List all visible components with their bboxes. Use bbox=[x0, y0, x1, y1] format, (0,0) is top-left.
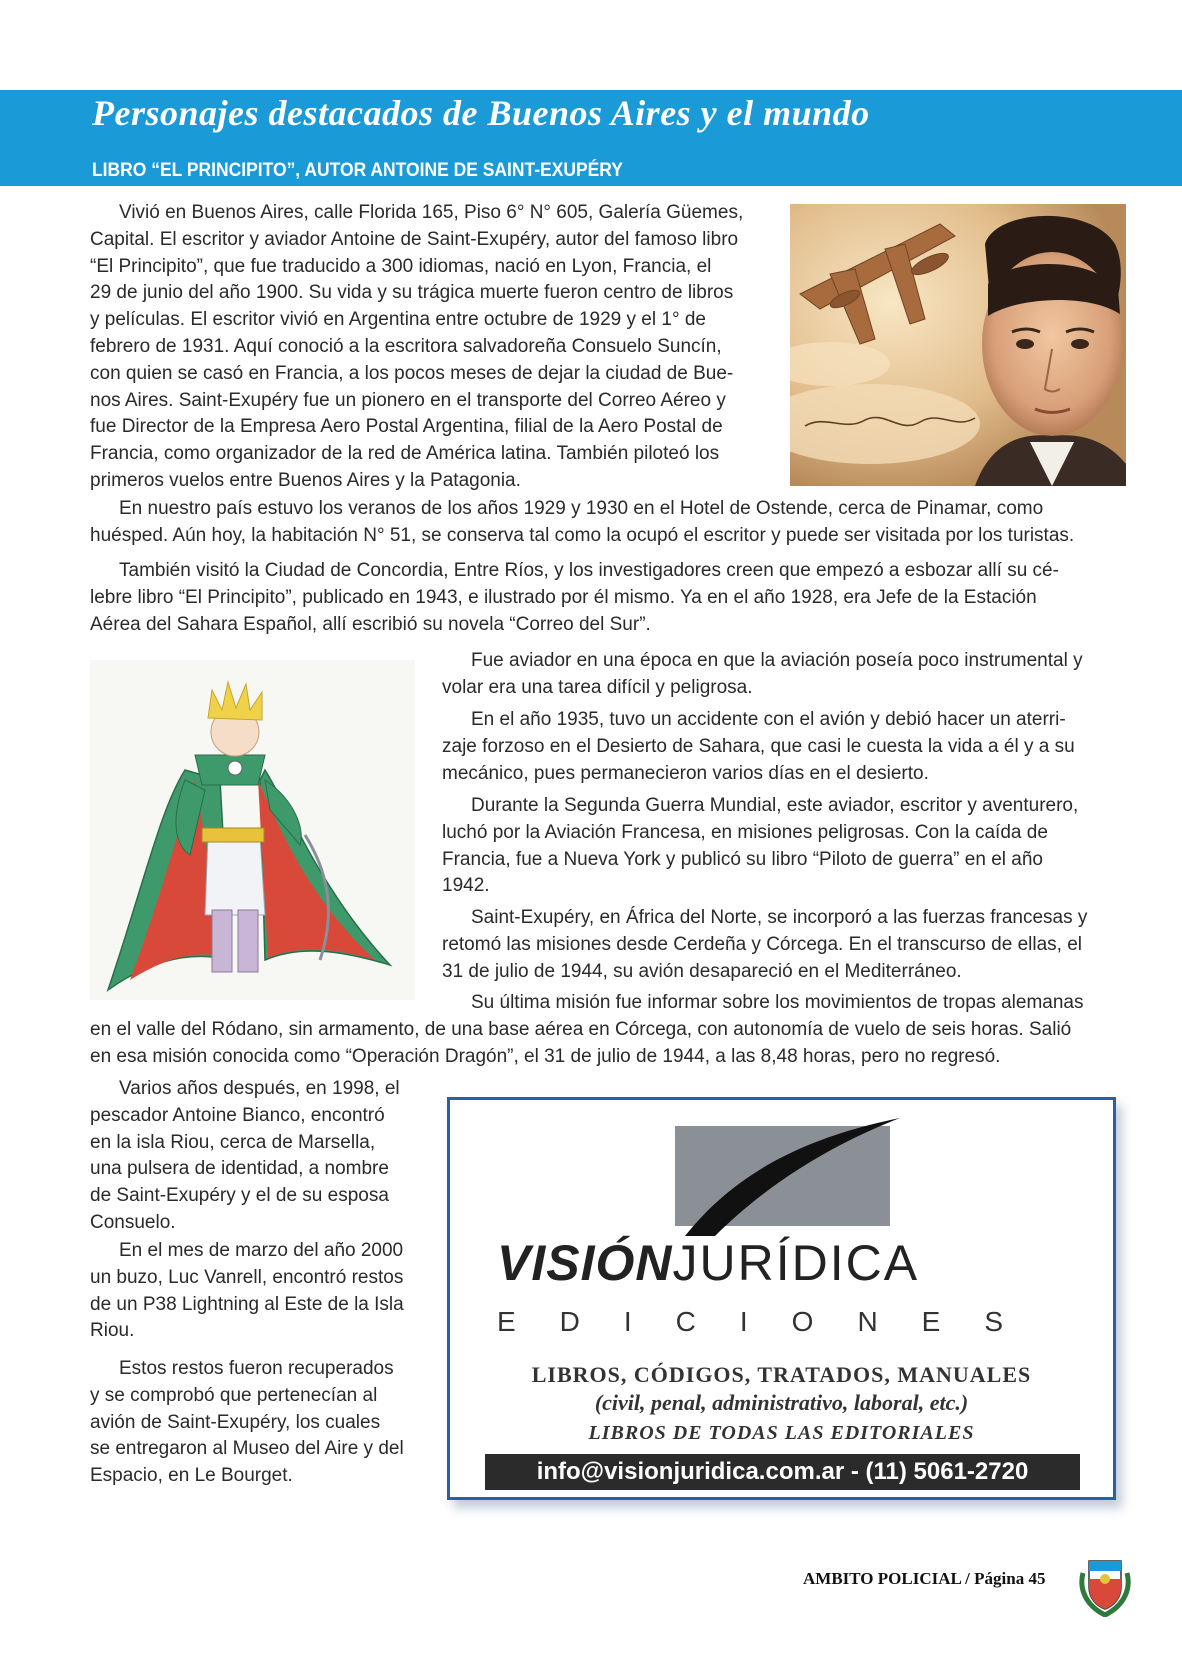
paragraph-4 bbox=[442, 648, 1127, 702]
text-line: Aérea del Sahara Español, allí escribió su novela “Correo del Sur”. bbox=[90, 613, 651, 635]
text-line: lebre libro “El Principito”, publicado en 1943, e ilustrado por él mismo. Ya en el año 1928, era Jefe de la Estación bbox=[90, 586, 1037, 608]
paragraph-8 bbox=[90, 990, 1127, 1070]
text-line: Su última misión fue informar sobre los movimientos de tropas alemanas bbox=[471, 992, 1084, 1013]
text-line: En nuestro país estuvo los veranos de los años 1929 y 1930 en el Hotel de Ostende, cerca de Pinamar, como bbox=[119, 498, 1044, 519]
text-line: nos Aires. Saint-Exupéry fue un pionero en el transporte del Correo Aéreo y bbox=[90, 389, 726, 411]
text-line: en esa misión conocida como “Operación Dragón”, el 31 de julio de 1944, a las 8,48 horas, pero no regresó. bbox=[90, 1045, 1001, 1067]
vision-juridica-ad[interactable] bbox=[447, 1097, 1116, 1500]
paragraph-11 bbox=[90, 1356, 418, 1490]
text-line: En el año 1935, tuvo un accidente con el avión y debió hacer un aterri- bbox=[471, 709, 1066, 730]
paragraph-3 bbox=[90, 558, 1127, 638]
text-line: retomó las misiones desde Cerdeña y Córcega. En el transcurso de ellas, el bbox=[442, 933, 1082, 955]
paragraph-7 bbox=[442, 905, 1127, 985]
text-line: Durante la Segunda Guerra Mundial, este aviador, escritor y aventurero, bbox=[471, 795, 1079, 816]
ad-brand bbox=[497, 1234, 919, 1292]
text-line: Francia, fue a Nueva York y publicó su libro “Piloto de guerra” en el año bbox=[442, 848, 1043, 870]
portrait-illustration bbox=[790, 204, 1126, 486]
text-line: primeros vuelos entre Buenos Aires y la Patagonia. bbox=[90, 469, 521, 491]
text-line: y se comprobó que pertenecían al bbox=[90, 1384, 378, 1406]
text-line: de un P38 Lightning al Este de la Isla bbox=[90, 1293, 404, 1315]
paragraph-6 bbox=[442, 793, 1127, 900]
brand-bold: VISIÓN bbox=[497, 1235, 673, 1291]
little-prince-drawing bbox=[90, 660, 415, 1000]
text-line: Francia, como organizador de la red de América latina. También piloteó los bbox=[90, 443, 720, 465]
text-line: 29 de junio del año 1900. Su vida y su trágica muerte fueron centro de libros bbox=[90, 282, 734, 304]
logo-mark-icon bbox=[485, 1106, 1065, 1236]
text-line: También visitó la Ciudad de Concordia, Entre Ríos, y los investigadores creen que empezó a esbozar allí su cé- bbox=[119, 560, 1059, 581]
page-footer: AMBITO POLICIAL / Página 45 bbox=[803, 1569, 1046, 1588]
text-line: Estos restos fueron recuperados bbox=[119, 1358, 394, 1379]
text-line: zaje forzoso en el Desierto de Sahara, que casi le cuesta la vida a él y a su bbox=[442, 735, 1075, 757]
text-line: Capital. El escritor y aviador Antoine de Saint-Exupéry, autor del famoso libro bbox=[90, 228, 739, 250]
text-line: fue Director de la Empresa Aero Postal Argentina, filial de la Aero Postal de bbox=[90, 416, 723, 438]
text-line: un buzo, Luc Vanrell, encontró restos bbox=[90, 1266, 404, 1288]
text-line: con quien se casó en Francia, a los pocos meses de dejar la ciudad de Bue- bbox=[90, 362, 734, 384]
paragraph-1 bbox=[90, 200, 772, 495]
saint-exupery-portrait-photo bbox=[790, 204, 1126, 486]
text-line: mecánico, pues permanecieron varios días en el desierto. bbox=[442, 762, 929, 784]
text-line: “El Principito”, que fue traducido a 300 idiomas, nació en Lyon, Francia, el bbox=[90, 255, 712, 277]
text-line: en el valle del Ródano, sin armamento, de una base aérea en Córcega, con autonomía de vuelo de seis horas. Salió bbox=[90, 1018, 1072, 1040]
paragraph-9 bbox=[90, 1076, 418, 1237]
text-line: Saint-Exupéry, en África del Norte, se incorporó a las fuerzas francesas y bbox=[471, 907, 1088, 928]
ad-ediciones: EDICIONES bbox=[497, 1306, 1048, 1337]
text-line: una pulsera de identidad, a nombre bbox=[90, 1158, 389, 1180]
text-line: en la isla Riou, cerca de Marsella, bbox=[90, 1131, 376, 1153]
ad-logo bbox=[485, 1106, 1065, 1344]
ad-line-2: (civil, penal, administrativo, laboral, etc.) bbox=[594, 1390, 969, 1415]
text-line: 1942. bbox=[442, 875, 490, 897]
text-line: pescador Antoine Bianco, encontró bbox=[90, 1104, 385, 1126]
text-line: huésped. Aún hoy, la habitación N° 51, se conserva tal como la ocupó el escritor y puede ser visitada por los turistas. bbox=[90, 524, 1075, 546]
ad-line-3: LIBROS DE TODAS LAS EDITORIALES bbox=[588, 1422, 975, 1444]
text-line: Riou. bbox=[90, 1320, 135, 1342]
text-line: Vivió en Buenos Aires, calle Florida 165, Piso 6° N° 605, Galería Güemes, bbox=[119, 202, 744, 223]
text-line: Varios años después, en 1998, el bbox=[119, 1078, 400, 1099]
brand-light: JURÍDICA bbox=[672, 1235, 920, 1291]
text-line: Espacio, en Le Bourget. bbox=[90, 1465, 293, 1487]
text-line: Fue aviador en una época en que la aviación poseía poco instrumental y bbox=[471, 650, 1083, 671]
article-subtitle: LIBRO “EL PRINCIPITO”, AUTOR ANTOINE DE SAINT-EXUPÉRY bbox=[92, 160, 623, 181]
text-line: En el mes de marzo del año 2000 bbox=[119, 1240, 404, 1261]
text-line: y películas. El escritor vivió en Argentina entre octubre de 1929 y el 1° de bbox=[90, 309, 706, 331]
text-line: febrero de 1931. Aquí conoció a la escritora salvadoreña Consuelo Suncín, bbox=[90, 335, 722, 357]
police-emblem-icon bbox=[1075, 1553, 1135, 1617]
little-prince-illustration bbox=[90, 660, 415, 1000]
text-line: se entregaron al Museo del Aire y del bbox=[90, 1438, 404, 1460]
text-line: 31 de julio de 1944, su avión desapareció en el Mediterráneo. bbox=[442, 960, 962, 982]
text-line: Consuelo. bbox=[90, 1211, 176, 1233]
ad-line-1: LIBROS, CÓDIGOS, TRATADOS, MANUALES bbox=[531, 1362, 1032, 1387]
ad-contact-bar[interactable]: info@visionjuridica.com.ar - (11) 5061-2720 bbox=[485, 1454, 1080, 1490]
paragraph-10 bbox=[90, 1238, 418, 1345]
text-line: volar era una tarea difícil y peligrosa. bbox=[442, 676, 753, 698]
text-line: luchó por la Aviación Francesa, en misiones peligrosas. Con la caída de bbox=[442, 821, 1048, 843]
text-line: avión de Saint-Exupéry, los cuales bbox=[90, 1411, 381, 1433]
page-title: Personajes destacados de Buenos Aires y el mundo bbox=[92, 93, 870, 133]
paragraph-5 bbox=[442, 707, 1127, 787]
text-line: de Saint-Exupéry y el de su esposa bbox=[90, 1185, 389, 1207]
paragraph-2 bbox=[90, 496, 1127, 550]
